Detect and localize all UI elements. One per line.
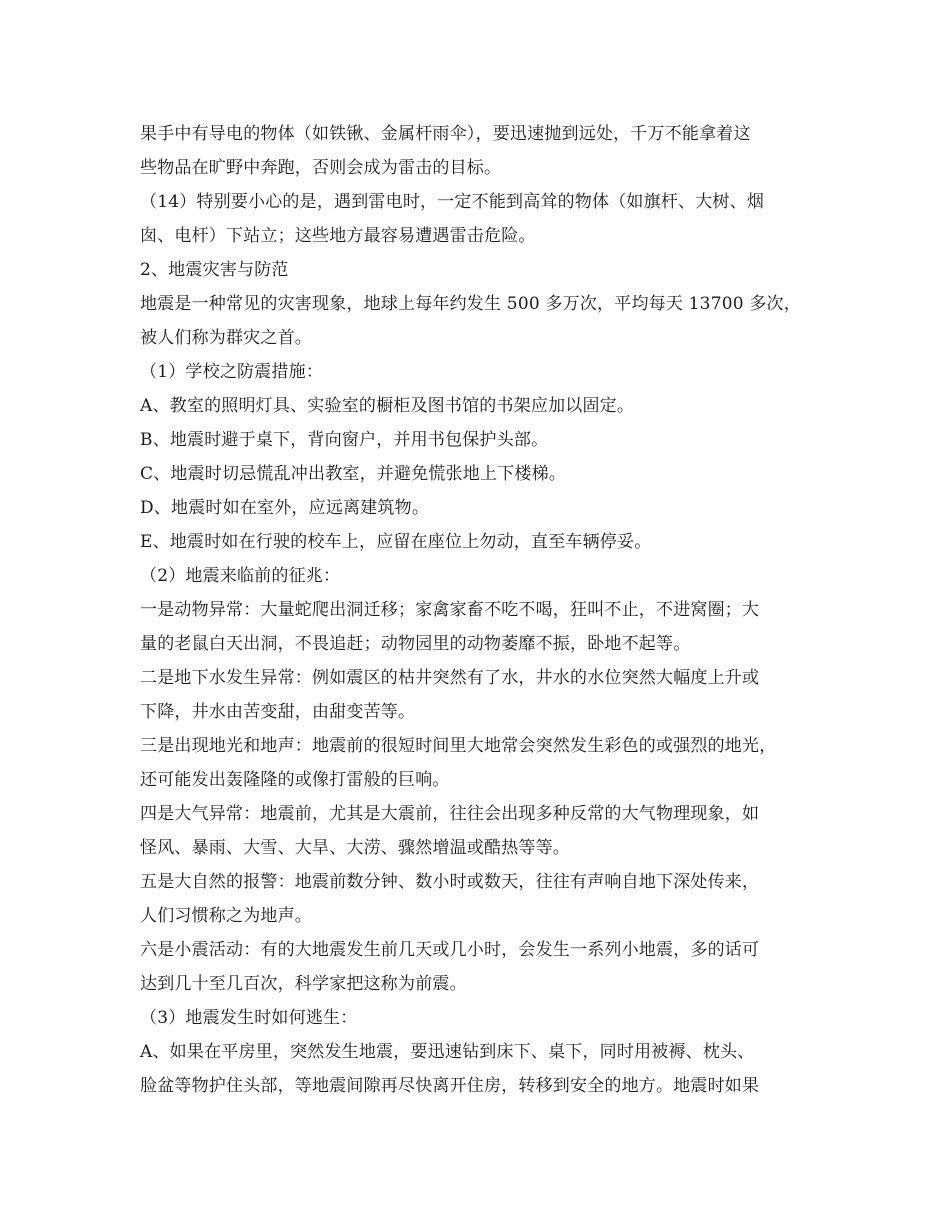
subsection-heading: （1）学校之防震措施： [140,362,324,382]
text-line: 达到几十至几百次，科学家把这称为前震。 [140,974,467,994]
text-line: 一是动物异常：大量蛇爬出洞迁移；家禽家畜不吃不喝，狂叫不止，不进窝圈；大 [140,600,760,620]
text-line: 果手中有导电的物体（如铁锹、金属杆雨伞），要迅速抛到远处，千万不能拿着这 [140,124,751,144]
list-item: B、地震时避于桌下，背向窗户，并用书包保护头部。 [140,430,549,450]
text-line: 五是大自然的报警：地震前数分钟、数小时或数天，往往有声响自地下深处传来， [140,872,760,892]
text-line: 被人们称为群灾之首。 [140,328,312,348]
text-line: 下降，井水由苦变甜，由甜变苦等。 [140,702,416,722]
text-line: 怪风、暴雨、大雪、大旱、大涝、骤然增温或酷热等等。 [140,838,570,858]
text-line: 脸盆等物护住头部，等地震间隙再尽快离开住房，转移到安全的地方。地震时如果 [140,1076,760,1096]
text-line: 四是大气异常：地震前，尤其是大震前，往往会出现多种反常的大气物理现象，如 [140,804,760,824]
list-item: E、地震时如在行驶的校车上，应留在座位上勿动，直至车辆停妥。 [140,532,652,552]
text-line: 三是出现地光和地声：地震前的很短时间里大地常会突然发生彩色的或强烈的地光， [140,736,777,756]
text-line: 二是地下水发生异常：例如震区的枯井突然有了水，井水的水位突然大幅度上升或 [140,668,760,688]
text-line: 六是小震活动：有的大地震发生前几天或几小时，会发生一系列小地震，多的话可 [140,940,760,960]
list-item: A、如果在平房里，突然发生地震，要迅速钻到床下、桌下，同时用被褥、枕头、 [140,1042,755,1062]
subsection-heading: （2）地震来临前的征兆： [140,566,341,586]
text-line: （14）特别要小心的是，遇到雷电时，一定不能到高耸的物体（如旗杆、大树、烟 [140,192,765,212]
subsection-heading: （3）地震发生时如何逃生： [140,1008,358,1028]
text-line: 人们习惯称之为地声。 [140,906,312,926]
list-item: C、地震时切忌慌乱冲出教室，并避免慌张地上下楼梯。 [140,464,567,484]
text-line: 量的老鼠白天出洞，不畏追赶；动物园里的动物萎靡不振，卧地不起等。 [140,634,691,654]
list-item: A、教室的照明灯具、实验室的橱柜及图书馆的书架应加以固定。 [140,396,635,416]
list-item: D、地震时如在室外，应远离建筑物。 [140,498,430,518]
text-line: 囱、电杆）下站立；这些地方最容易遭遇雷击危险。 [140,226,536,246]
text-line: 些物品在旷野中奔跑，否则会成为雷击的目标。 [140,158,502,178]
text-line: 地震是一种常见的灾害现象，地球上每年约发生 500 多万次，平均每天 13700 多次， [140,294,801,314]
section-heading: 2、地震灾害与防范 [140,260,289,280]
text-line: 还可能发出轰隆隆的或像打雷般的巨响。 [140,770,450,790]
document-body [140,117,830,1103]
